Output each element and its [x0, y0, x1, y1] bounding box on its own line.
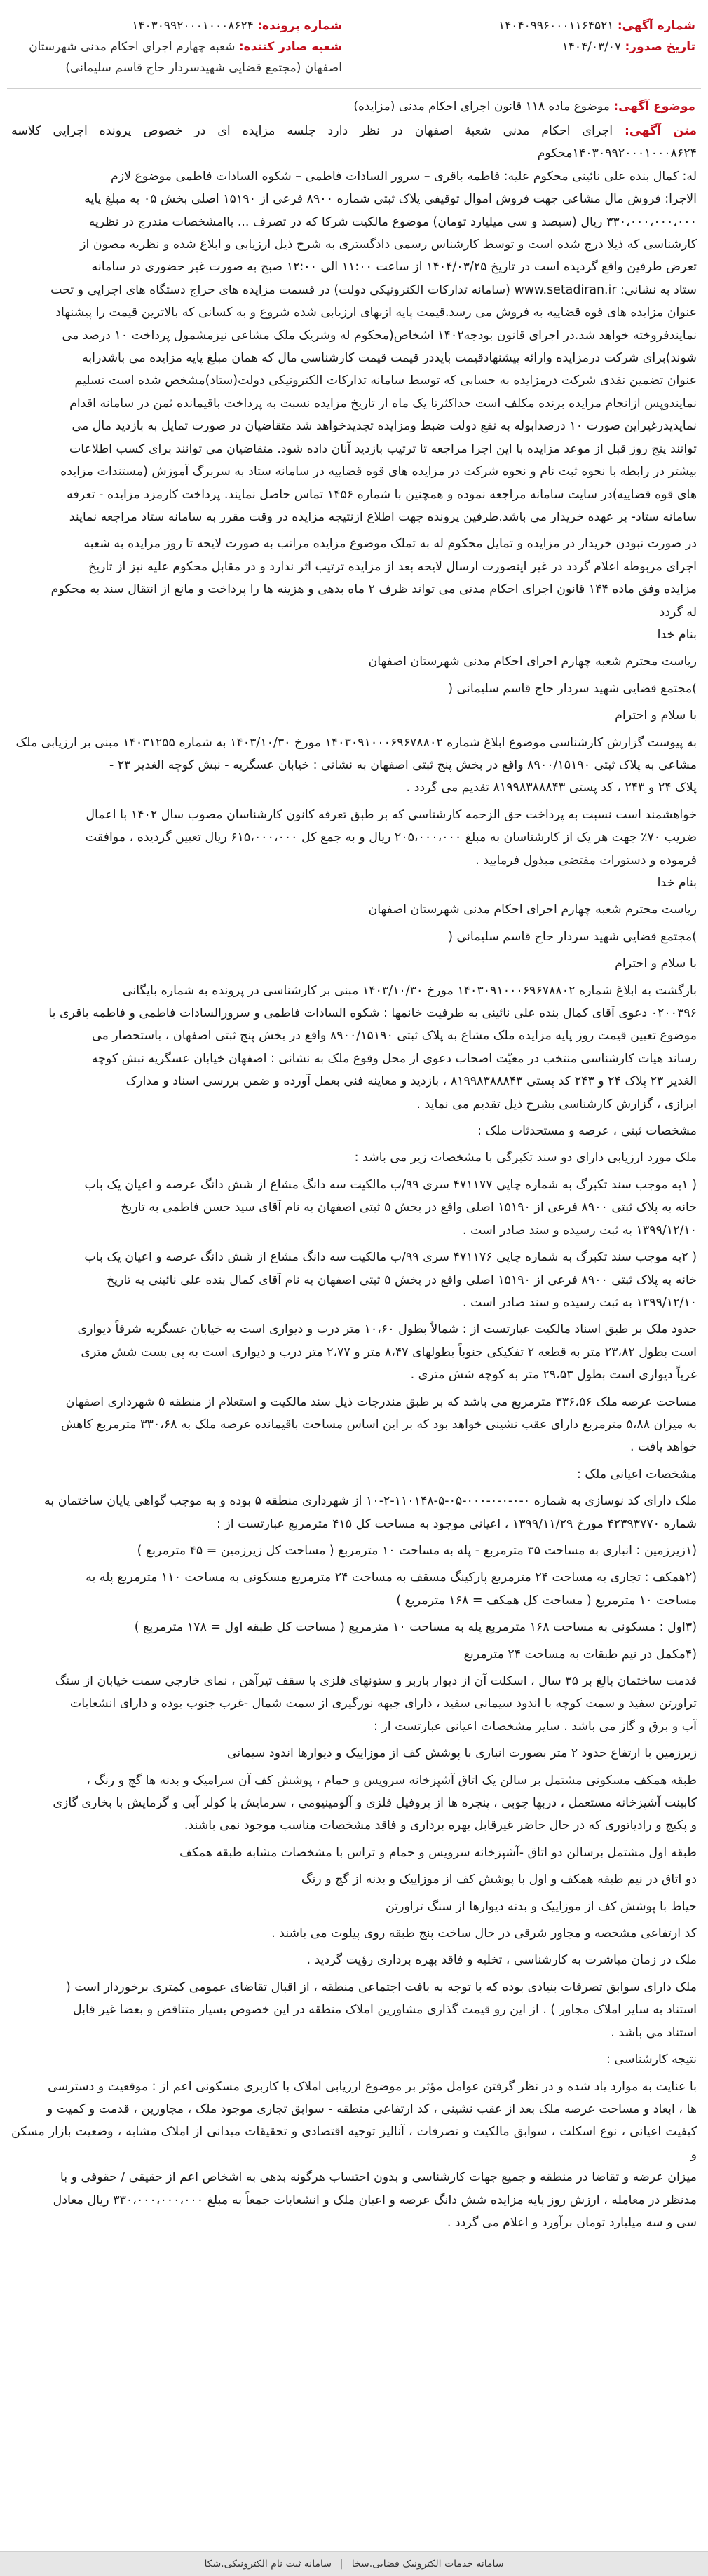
- text-line: ریاست محترم شعبه چهارم اجرای احکام مدنی شهرستان اصفهان: [368, 655, 697, 669]
- text-line: شوند)برای شرکت درمزایده وارائه پیشنهادقیمت بایددر قیمت قیمت کارشناسی مال که همان مبلغ پایه مزایده می باشدرابه: [81, 351, 697, 366]
- issue-date-value: ۱۴۰۴/۰۳/۰۷: [561, 40, 622, 54]
- text-line: است بطول ۲۳،۸۲ متر به قطعه ۲ تفکیکی جنوباً بطولهای ۸،۴۷ متر و ۲،۷۷ متر درب و دیواری است به پی بست شش متری: [81, 1345, 697, 1359]
- text-line: (۴مکمل در نیم طبقات به مساحت ۲۴ مترمربع: [463, 1647, 697, 1662]
- issue-date: [366, 36, 695, 57]
- text-line: الغدیر ۲۳ پلاک ۲۴ و ۲۴۳ کد پستی ۸۱۹۹۸۳۸۸۸۴۳ ، بازدید و معاینه فنی بعمل آورده و ضمن بررسی اسناد و مدارک: [125, 1074, 697, 1089]
- text-line: و پکیج و رادیاتوری که در حال حاضر غیرقابل بهره برداری و فاقد مشخصات مناسب موجود نمی باشند.: [184, 1818, 697, 1833]
- text-line: ملک مورد ارزیابی دارای دو سند تکبرگی با مشخصات زیر می باشد :: [354, 1151, 697, 1165]
- text-line: دو اتاق در نیم طبقه همکف و اول با پوشش کف از موزاییک و بدنه از گچ و رنگ: [301, 1872, 697, 1887]
- text-line: به میزان ۵،۸۸ مترمربع دارای عقب نشینی خواهد بود که بر این اساس مساحت باقیمانده عرصه ملک به ۳۳۰،۶۸ مترمربع کاهش: [61, 1417, 697, 1432]
- footer-link-right[interactable]: سامانه خدمات الکترونیک قضایی.سخا: [351, 2558, 504, 2570]
- text-line: با سلام و احترام: [615, 708, 697, 723]
- text-line: حیاط با پوشش کف از موزاییک و بدنه دیوارها از سنگ تراورتن: [385, 1899, 697, 1914]
- notice-number-value: ۱۴۰۴۰۹۹۶۰۰۰۱۱۶۴۵۲۱: [498, 19, 614, 33]
- notice-number: [366, 15, 695, 36]
- text-line: طبقه اول مشتمل برسالن دو اتاق -آشپزخانه سرویس و حمام و تراس با مشخصات مشابه طبقه همکف: [179, 1845, 697, 1860]
- text-line: بازگشت به ابلاغ شماره ۱۴۰۳۰۹۱۰۰۰۶۹۶۷۸۸۰۲ مورخ ۱۴۰۳/۱۰/۳۰ مبنی بر کارشناسی در پرونده به شماره بایگانی: [122, 983, 697, 998]
- header-left-column: [13, 15, 342, 78]
- issue-date-label: تاریخ صدور:: [625, 40, 695, 54]
- text-line: له: کمال بنده علی نائینی محکوم علیه: فاطمه باقری – سرور السادات فاطمی – شکوه السادات فاطمی موضوع لازم: [110, 169, 697, 184]
- footer-link-left[interactable]: سامانه ثبت نام الکترونیکی.شکا: [204, 2558, 332, 2570]
- text-line: شماره ۴۲۳۹۳۷۷۰ مورخ ۱۳۹۹/۱۱/۲۹ ، اعیانی موجود به مساحت کل ۴۱۵ مترمربع عبارتست از :: [216, 1516, 697, 1531]
- text-line: غرباً دیواری است بطول ۲۹،۵۳ متر به کوچه شش متری .: [410, 1368, 697, 1383]
- notice-text-label: متن آگهی:: [624, 124, 697, 138]
- text-line: با سلام و احترام: [615, 957, 697, 971]
- text-line: استناد می باشد .: [611, 2025, 697, 2040]
- text-line: تراورتن سفید و سمت کوچه با اندود سیمانی سفید ، دارای جبهه نورگیری از سمت شمال -غرب جنوب بوده و دارای انشعابات: [69, 1697, 697, 1711]
- issuing-branch-label: شعبه صادر کننده:: [238, 40, 342, 54]
- text-line: توانند پنج روز قبل از موعد مزایده با این اجرا مراجعه تا ترتیب بازدید آنان داده شود. متقاضیان می توانند برای کسب اطلاعات: [69, 441, 697, 456]
- text-line: کیفیت اعیانی ، نوع اسکلت ، سوابق مالکیت و تصرفات ، آنالیز توجیه اقتصادی و تحقیقات میدانی از املاک مشابه ، وضعیت بازار مسکن و: [11, 2125, 697, 2162]
- text-line: مشخصات ثبتی ، عرصه و مستحدثات ملک :: [477, 1124, 697, 1139]
- text-line: میزان عرضه و تقاضا در منطقه و جمیع جهات کارشناسی و بدون احتساب هرگونه بدهی به اشخاص اعم از حقیقی / حقوقی و با: [60, 2170, 697, 2185]
- text-line: های قوه قضاییه)در سایت سامانه مراجعه نموده و همچنین با شماره ۱۴۵۶ تماس حاصل نمایند. پرداخت کارمزد مزایده - تعرفه: [67, 487, 697, 502]
- file-number-value: ۱۴۰۳۰۹۹۲۰۰۰۱۰۰۰۸۶۲۴: [132, 19, 254, 33]
- text-line: مشخصات اعیانی ملک :: [577, 1467, 697, 1481]
- text-line: نمایندوپس ازانجام مزایده برنده مکلف است حداکثرتا یک ماه از تاریخ مزایده نسبت به پرداخت باقیمانده ثمن در سامانه اقدام: [69, 396, 697, 411]
- text-line: رساند هیات کارشناسی منتخب در معیّت اصحاب دعوی از محل وقوع ملک به نشانی : اصفهان خیابان عسگریه نبش کوچه: [91, 1051, 697, 1066]
- text-line: فرموده و دستورات مقتضی مبذول فرمایید .: [475, 853, 697, 868]
- text-line: مزایده وفق ماده ۱۴۴ قانون اجرای احکام مدنی می تواند ظرف ۲ ماه بدهی و هزینه ها را پرداخت و مانع از انتقال سند به محکوم: [50, 582, 697, 597]
- site-footer: [0, 2551, 708, 2576]
- text-line-content: اجرای احکام مدنی شعبهٔ اصفهان در نظر دارد جلسه مزایده ای در خصوص پرونده اجرایی کلاسه ۱۴۰۳۰۹۹۲۰۰۰۱۰۰۰۸۶۲۴محکوم: [11, 124, 697, 161]
- notice-subject: [0, 89, 708, 117]
- text-line: سامانه ستاد- بر عهده خریدار می باشد.طرفین پرونده جهت اطلاع ازنتیجه مزایده در وقت مقرر به سامانه ستاد مراجعه نمایند: [69, 509, 697, 524]
- footer-divider: |: [339, 2558, 343, 2570]
- text-line: مساحت ۱۰ مترمربع ( مساحت کل همکف = ۱۶۸ مترمربع ): [396, 1593, 697, 1608]
- text-line: عنوان مزایده های قوه قضاییه به فروش می رسد.قیمت پایه ازبهای ارزیابی شده شروع و به کسانی که بالاترین قیمت را پیشنهاد: [55, 306, 697, 320]
- text-line: له گردد: [659, 605, 697, 619]
- text-line: ۳۳۰،۰۰۰،۰۰۰،۰۰۰ ریال (سیصد و سی میلیارد تومان) موضوع مالکیت شرکا که در تصرف ... باامشخصات مندرج در نظریه: [88, 214, 697, 229]
- text-line: ۰۲۰۰۳۹۶ دعوی آقای کمال بنده علی نائینی به طرفیت خانمها : شکوه السادات فاطمی و سرورالسادات فاطمی و فاطمه باقری با: [48, 1006, 697, 1021]
- text-line: عنوان تضمین نقدی شرکت درمزایده به حسابی که توسط سامانه تدارکات الکترونیکی دولت(ستاد)مشخص شده است تسلیم: [74, 374, 697, 388]
- text-line: موضوع تعیین قیمت روز پایه مزایده ملک مشاع به پلاک ثبتی ۸۹۰۰/۱۵۱۹۰ واقع در بخش پنج ثبتی اصفهان ، باستحضار می: [91, 1029, 697, 1043]
- text-line: بنام خدا: [657, 627, 697, 642]
- notice-subject-label: موضوع آگهی:: [613, 100, 695, 114]
- text-line: ۱۳۹۹/۱۲/۱۰ به ثبت رسیده و سند صادر است .: [462, 1295, 697, 1310]
- issuing-branch: [13, 36, 342, 78]
- text-line: مساحت عرصه ملک ۳۳۶،۵۶ مترمربع می باشد که بر طبق مندرجات ذیل سند مالکیت و استعلام از منطقه ۵ شهرداری اصفهان: [65, 1395, 697, 1409]
- header-right-column: [366, 15, 695, 78]
- text-line: نمایدیدرغیراین صورت ۱۰ درصدابوله به نفع دولت ضبط ومزایده تجدیدخواهد شد متقاضیان در صورت تمایل به بازدید مال می: [72, 419, 697, 434]
- text-line: ملک دارای کد نوسازی به شماره ۰-۰-۰-۰-۰۰۰-۰۵-۵-۱۱۰۱۴۸-۲-۱۰ از شهرداری منطقه ۵ بوده و به موجب گواهی پایان ساختمان به: [44, 1494, 697, 1509]
- text-line: خانه به پلاک ثبتی ۸۹۰۰ فرعی از ۱۵۱۹۰ اصلی واقع در بخش ۵ ثبتی اصفهان به نام آقای سید حسن فاطمی به تاریخ: [121, 1200, 697, 1215]
- text-line: ریاست محترم شعبه چهارم اجرای احکام مدنی شهرستان اصفهان: [368, 903, 697, 917]
- text-line: کد ارتفاعی مشخصه و مجاور شرقی در حال ساخت پنج طبقه روی پیلوت می باشند .: [271, 1926, 697, 1941]
- text-line: نتیجه کارشناسی :: [606, 2053, 697, 2067]
- file-number-label: شماره پرونده:: [257, 19, 342, 33]
- issuing-branch-value: شعبه چهارم اجرای احکام مدنی شهرستان اصفهان (مجتمع قضایی شهیدسردار حاج قاسم سلیمانی): [29, 40, 342, 75]
- text-line: ملک در زمان مباشرت به کارشناسی ، تخلیه و فاقد بهره برداری رؤیت گردید .: [306, 1953, 697, 1968]
- text-line: ( ۲به موجب سند تکبرگ به شماره چاپی ۴۷۱۱۷۶ سری ۹۹/ب مالکیت سه دانگ مشاع از شش دانگ عرصه و اعیان یک باب: [84, 1250, 697, 1265]
- text-line: خواهد یافت .: [630, 1440, 697, 1455]
- notice-subject-value: موضوع ماده ۱۱۸ قانون اجرای احکام مدنی (مزایده): [353, 100, 610, 114]
- text-line: حدود ملک بر طبق اسناد مالکیت عبارتست از : شمالاً بطول ۱۰،۶۰ متر درب و دیواری است به خیابان عسگریه شرقاً دیواری: [77, 1322, 697, 1337]
- text-line: تعرض طرفین واقع گردیده است در تاریخ ۱۴۰۴/۰۳/۲۵ از ساعت ۱۱:۰۰ الی ۱۲:۰۰ صبح به صورت غیر حضوری در سامانه: [91, 260, 697, 275]
- text-line: خواهشمند است نسبت به پرداخت حق الزحمه کارشناسی که بر طبق تعرفه کانون کارشناسان مصوب سال ۱۴۰۲ با اعمال: [86, 807, 697, 822]
- text-line: ابرازی ، گزارش کارشناسی بشرح ذیل تقدیم می نماید .: [416, 1097, 697, 1111]
- text-line: اجرای مربوطه اعلام گردد در غیر اینصورت ارسال لایحه بعد از مزایده ترتیب اثر ندارد و در مقابل محکوم علیه نیز از تاریخ: [88, 559, 697, 574]
- text-line: بیشتر در رابطه با نحوه ثبت نام و نحوه شرکت در مزایده های قوه قضاییه در سامانه ستاد به سربرگ آموزش (مستندات مزایده: [60, 465, 697, 479]
- text-line: خانه به پلاک ثبتی ۸۹۰۰ فرعی از ۱۵۱۹۰ اصلی واقع در بخش ۵ ثبتی اصفهان به نام آقای کمال بنده علی نائینی به تاریخ: [106, 1273, 697, 1287]
- text-line: الاجرا: فروش مال مشاعی جهت فروش اموال توقیفی پلاک ثبتی شماره ۸۹۰۰ فرعی از ۱۵۱۹۰ اصلی بخش ۰۵ به مبلغ پایه: [84, 192, 697, 207]
- text-line: بنام خدا: [657, 876, 697, 890]
- text-line: سی و سه میلیارد تومان برآورد و اعلام می گردد .: [447, 2215, 697, 2230]
- text-line: در صورت نبودن خریدار در مزایده و تمایل محکوم له به تملک موضوع مزایده مراتب به صورت لایحه تا روز مزایده به شعبه: [83, 537, 697, 551]
- text-line: آب و برق و گاز می باشد . سایر مشخصات اعیانی عبارتست از :: [374, 1719, 697, 1734]
- text-line: (۱زیرزمین : انباری به مساحت ۳۵ مترمربع - پله به مساحت ۱۰ مترمربع ( مساحت کل زیرزمین = ۴۵ مترمربع ): [137, 1543, 697, 1558]
- file-number: [13, 15, 342, 36]
- text-line: )مجتمع قضایی شهید سردار حاج قاسم سلیمانی (: [448, 681, 697, 696]
- text-line: نمایندفروخته خواهد شد.در اجرای قانون بودجه۱۴۰۲ اشخاص(محکوم له وشریک ملک مشاعی نیزمشمول پرداخت ۱۰ درصد می: [62, 328, 697, 343]
- text-line: با عنایت به موارد یاد شده و در نظر گرفتن عوامل مؤثر بر موضوع ارزیابی املاک با کاربری مسکونی اعم از : موقعیت و دسترسی: [48, 2079, 697, 2094]
- text-line: (۳اول : مسکونی به مساحت ۱۶۸ مترمربع پله به مساحت ۱۰ مترمربع ( مساحت کل طبقه اول = ۱۷۸ مترمربع ): [134, 1620, 697, 1635]
- text-line: استناد به سایر املاک مجاور ) . از این رو قیمت گذاری مشاورین املاک منطقه در این خصوص بسیار متناقض و بعضا غیر قابل: [73, 2003, 697, 2017]
- text-line: (۲همکف : تجاری به مساحت ۲۴ مترمربع پارکینگ مسقف به مساحت ۲۴ مترمربع مسکونی به مساحت ۱۱۰ مترمربع پله به: [86, 1570, 697, 1585]
- text-line: ملک دارای سوابق تصرفات بنیادی بوده که با توجه به بافت اجتماعی منطقه ، از اقبال تقاضای عمومی کمتری برخوردار است (: [66, 1980, 697, 1994]
- text-line: پلاک ۲۴ و ۲۴۳ ، کد پستی ۸۱۹۹۸۳۸۸۸۴۳ تقدیم می گردد .: [406, 781, 697, 795]
- text-line: [11, 120, 697, 165]
- text-line: طبقه همکف مسکونی مشتمل بر سالن یک اتاق آشپزخانه سرویس و حمام ، پوشش کف آن سرامیک و بدنه ها گچ و رنگ ،: [86, 1773, 697, 1788]
- text-line: مدنظر در معامله ، ارزش روز پایه مزایده شش دانگ عرصه و اعیان ملک و انشعابات جمعاً به مبلغ ۳۳۰،۰۰۰،۰۰۰،۰۰۰ ریال معادل: [53, 2193, 697, 2207]
- text-line: کابینت آشپزخانه مستعمل ، دربها چوبی ، پنجره ها از پروفیل فلزی و آلومینیومی ، سرمایش با کولر آبی و گرمایش با بخاری گازی: [53, 1796, 697, 1811]
- text-line: ها ، ابعاد و مساحت عرصه ملک بعد از عقب نشینی ، کد ارتفاعی منطقه - سوابق تجاری موجود ملک ، مجاورین ، قدمت و کمیت و: [46, 2102, 697, 2116]
- notice-number-label: شماره آگهی:: [617, 19, 695, 33]
- text-line: به پیوست گزارش کارشناسی موضوع ابلاغ شماره ۱۴۰۳۰۹۱۰۰۰۶۹۶۷۸۸۰۲ مورخ ۱۴۰۳/۱۰/۳۰ به شماره ۱۴۰۳۱۲۵۵ مبنی بر ارزیابی ملک: [15, 735, 697, 750]
- notice-text: [0, 117, 708, 2234]
- text-line: ( ۱به موجب سند تکبرگ به شماره چاپی ۴۷۱۱۷۷ سری ۹۹/ب مالکیت سه دانگ مشاع از شش دانگ عرصه و اعیان یک باب: [84, 1177, 697, 1192]
- text-line: مشاعی به پلاک ثبتی ۸۹۰۰/۱۵۱۹۰ واقع در بخش پنج ثبتی اصفهان به نشانی : خیابان عسگریه - نبش کوچه الغدیر ۲۳ -: [109, 758, 697, 772]
- text-line: ۱۳۹۹/۱۲/۱۰ به ثبت رسیده و سند صادر است .: [462, 1223, 697, 1238]
- text-line: زیرزمین با ارتفاع حدود ۲ متر بصورت انباری با پوشش کف از موزاییک و دیوارها اندود سیمانی: [226, 1746, 697, 1761]
- text-line: کارشناسی که ذیلا درج شده است و توسط کارشناس رسمی دادگستری به شرح ذیل ارزیابی و ابلاغ شده و نظریه مصون از: [80, 238, 697, 252]
- text-line: )مجتمع قضایی شهید سردار حاج قاسم سلیمانی (: [448, 929, 697, 944]
- text-line: ستاد به نشانی: www.setadiran.ir (سامانه تدارکات الکترونیکی دولت) در قسمت مزایده های حراج دستگاه های اجرایی و تحت: [50, 282, 697, 297]
- notice-header: [0, 0, 708, 78]
- text-line: قدمت ساختمان بالغ بر ۳۵ سال ، اسکلت آن از دیوار باربر و ستونهای فلزی با سقف تیرآهن ، نمای خارجی سمت خیابان از سنگ: [55, 1674, 697, 1688]
- text-line: ضریب ۷۰٪ جهت هر یک از کارشناسان به مبلغ ۲۰۵،۰۰۰،۰۰۰ ریال و به جمع کل ۶۱۵،۰۰۰،۰۰۰ ریال تعیین گردیده ، موافقت: [85, 830, 697, 845]
